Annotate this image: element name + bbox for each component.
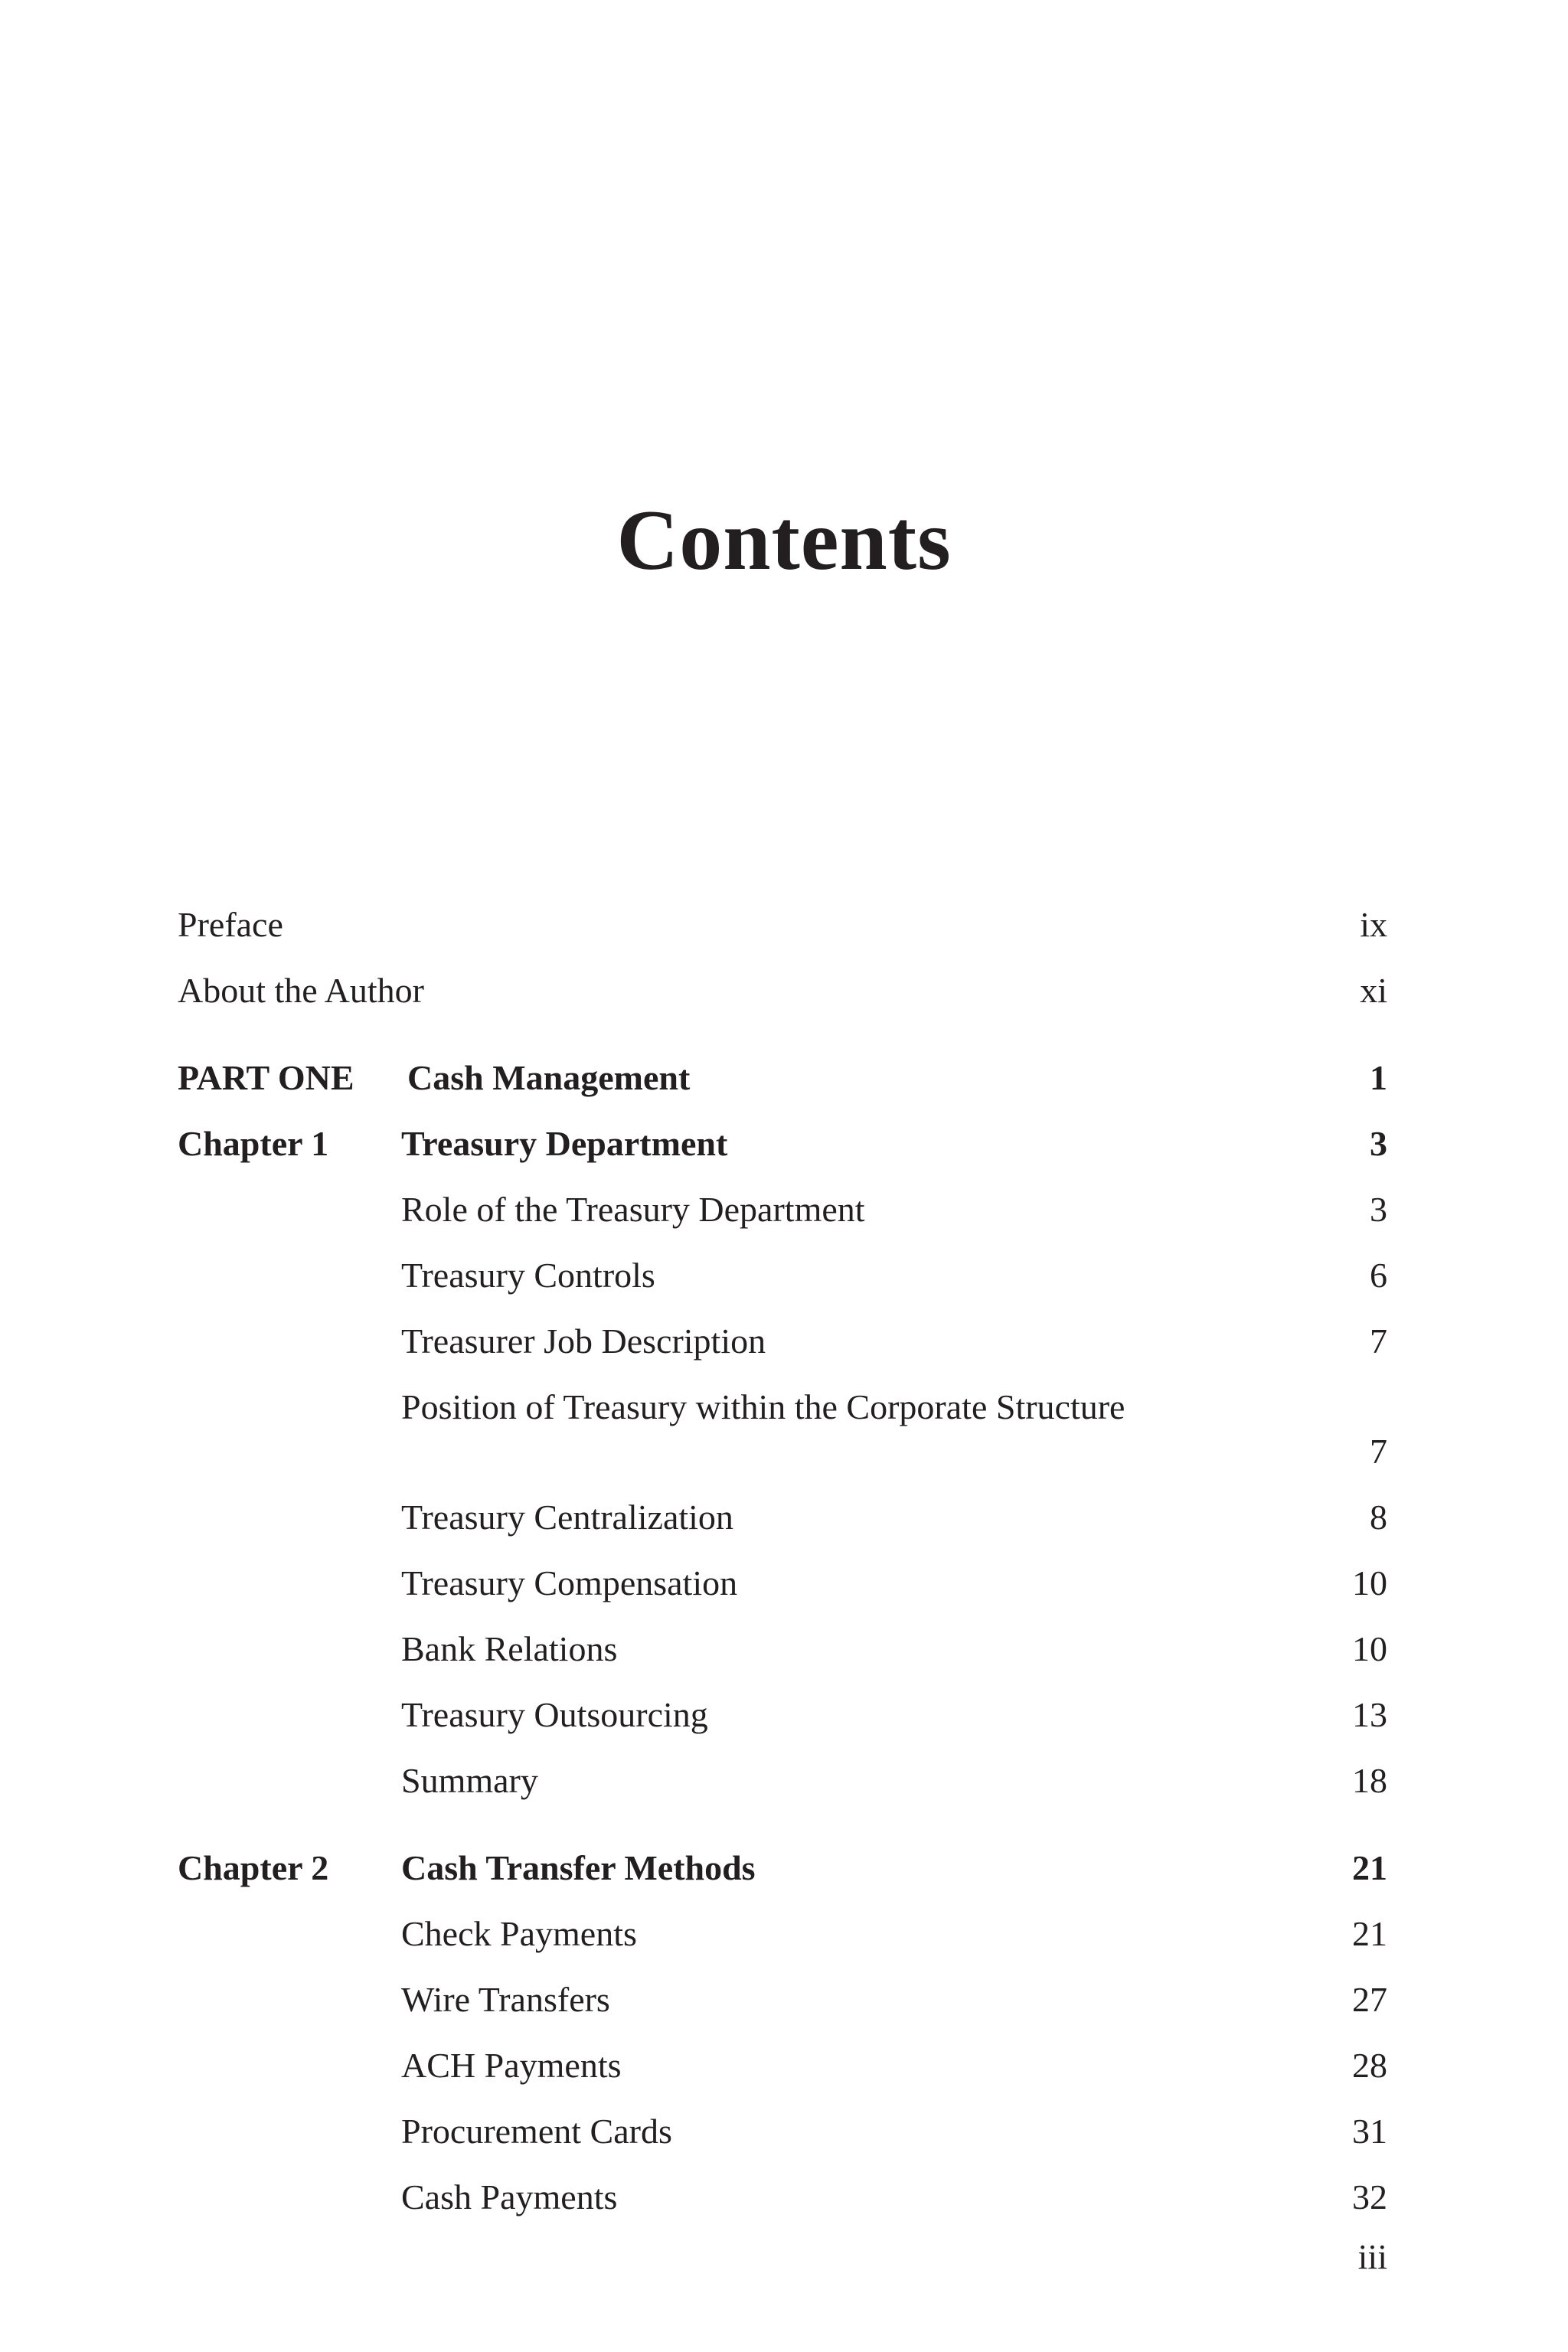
- section-page: 32: [1352, 2177, 1387, 2216]
- section-page: 7: [1370, 1432, 1387, 1471]
- section-page: 10: [1352, 1629, 1387, 1668]
- section-title: Bank Relations: [401, 1629, 618, 1668]
- toc-section[interactable]: [178, 1694, 1387, 1759]
- toc-section[interactable]: [178, 1978, 1387, 2044]
- table-of-contents: [178, 903, 1387, 2242]
- section-title: Check Payments: [401, 1914, 637, 1953]
- toc-section[interactable]: [178, 1759, 1387, 1825]
- section-title: Treasury Outsourcing: [401, 1695, 708, 1734]
- chapter-label: Chapter 1: [178, 1124, 329, 1163]
- section-page: 13: [1352, 1695, 1387, 1734]
- toc-section[interactable]: [178, 1562, 1387, 1628]
- section-title: Wire Transfers: [401, 1980, 610, 2019]
- toc-part-one[interactable]: [178, 1057, 1387, 1122]
- toc-section[interactable]: [178, 1628, 1387, 1694]
- section-page: 27: [1352, 1980, 1387, 2019]
- section-title: Treasury Compensation: [401, 1563, 738, 1602]
- toc-chapter-1[interactable]: [178, 1122, 1387, 1188]
- toc-section[interactable]: [178, 2176, 1387, 2242]
- toc-section[interactable]: [178, 1320, 1387, 1386]
- section-title: Summary: [401, 1761, 538, 1800]
- section-page: 21: [1352, 1914, 1387, 1953]
- toc-entry-title: About the Author: [178, 971, 424, 1010]
- section-page: 8: [1370, 1498, 1387, 1537]
- toc-section[interactable]: [178, 1386, 1387, 1496]
- section-page: 10: [1352, 1563, 1387, 1602]
- toc-section[interactable]: [178, 1496, 1387, 1562]
- chapter-page: 21: [1352, 1848, 1387, 1887]
- section-title: Treasurer Job Description: [401, 1321, 766, 1361]
- page-title: Contents: [616, 493, 952, 588]
- page-number: iii: [1357, 2237, 1387, 2276]
- chapter-title: Treasury Department: [401, 1124, 728, 1163]
- toc-section[interactable]: [178, 1188, 1387, 1254]
- chapter-label: Chapter 2: [178, 1848, 329, 1887]
- chapter-title: Cash Transfer Methods: [401, 1848, 756, 1887]
- section-title: Treasury Centralization: [401, 1498, 733, 1537]
- chapter-page: 3: [1370, 1124, 1387, 1163]
- section-title: Position of Treasury within the Corporate Structure: [401, 1387, 1125, 1426]
- toc-section[interactable]: [178, 2044, 1387, 2110]
- section-title: Role of the Treasury Department: [401, 1190, 865, 1229]
- section-title: Procurement Cards: [401, 2112, 672, 2151]
- part-title: Cash Management: [407, 1058, 691, 1097]
- toc-section[interactable]: [178, 1254, 1387, 1320]
- toc-chapter-2[interactable]: [178, 1847, 1387, 1913]
- part-page: 1: [1370, 1058, 1387, 1097]
- toc-section[interactable]: [178, 2110, 1387, 2176]
- section-page: 28: [1352, 2046, 1387, 2085]
- toc-entry-title: Preface: [178, 905, 283, 944]
- section-page: 18: [1352, 1761, 1387, 1800]
- section-page: 31: [1352, 2112, 1387, 2151]
- toc-entry-page: xi: [1360, 971, 1387, 1010]
- part-label: PART ONE: [178, 1058, 354, 1097]
- toc-entry-page: ix: [1360, 905, 1387, 944]
- section-title: Treasury Controls: [401, 1256, 655, 1295]
- toc-section[interactable]: [178, 1913, 1387, 1978]
- section-title: ACH Payments: [401, 2046, 622, 2085]
- toc-entry-about-the-author[interactable]: [178, 969, 1387, 1035]
- section-page: 6: [1370, 1256, 1387, 1295]
- section-page: 3: [1370, 1190, 1387, 1229]
- section-title: Cash Payments: [401, 2177, 618, 2216]
- toc-entry-preface[interactable]: [178, 903, 1387, 969]
- section-page: 7: [1370, 1321, 1387, 1361]
